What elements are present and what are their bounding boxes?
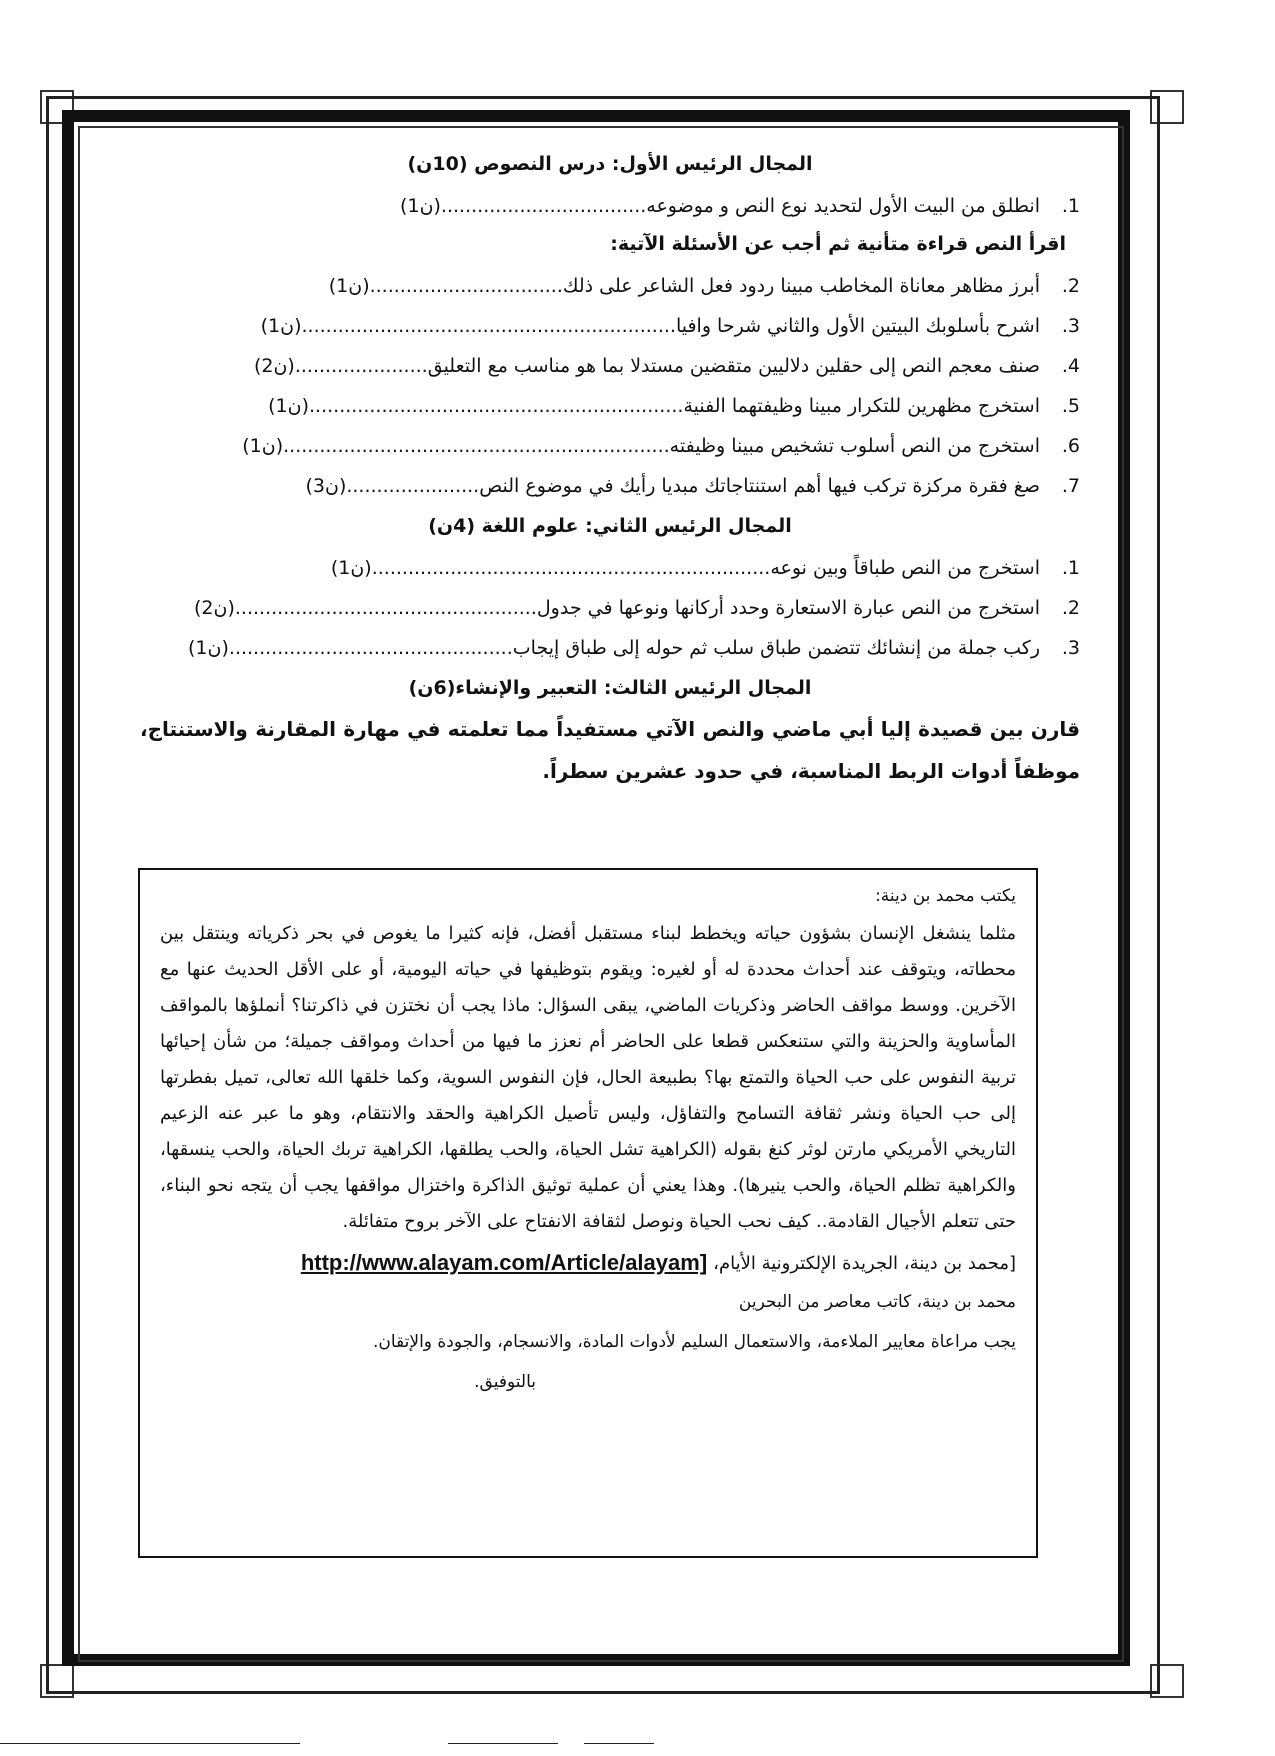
question-text: أبرز مظاهر معاناة المخاطب مبينا ردود فعل الشاعر على ذلك...............................(1ن). (328, 275, 1040, 297)
question-number: 5. (1061, 395, 1080, 417)
question-d2-1 (140, 554, 1080, 582)
domain2-heading: المجال الرئيس الثاني: علوم اللغة (4ن) (428, 515, 792, 537)
source-text-box (138, 868, 1038, 1558)
domain1-heading: المجال الرئيس الأول: درس النصوص (10ن) (407, 153, 813, 175)
question-text: صغ فقرة مركزة تركب فيها أهم استنتاجاتك مبديا رأيك في موضوع النص.....................(3ن). (305, 475, 1040, 497)
question-number: 3. (1061, 637, 1080, 659)
question-number: 2. (1061, 275, 1080, 297)
footer-rule-right (584, 1743, 654, 1744)
question-text: استخرج من النص أسلوب تشخيص مبينا وظيفته...............................................................(1ن). (242, 435, 1040, 457)
question-number: 1. (1061, 557, 1080, 579)
question-d2-3 (140, 634, 1080, 662)
question-text: استخرج مظهرين للتكرار مبينا وظيفتهما الفنية.............................................................(1ن). (268, 395, 1040, 417)
question-number: 3. (1061, 315, 1080, 337)
footer-rule-middle (448, 1743, 558, 1744)
footer-rule-left (0, 1743, 300, 1744)
question-d1-5 (140, 392, 1080, 420)
question-number: 2. (1061, 597, 1080, 619)
instruction: اقرأ النص قراءة متأنية ثم أجب عن الأسئلة الآتية: (610, 233, 1066, 255)
question-number: 4. (1061, 355, 1080, 377)
author-bio: محمد بن دينة، كاتب معاصر من البحرين (738, 1292, 1016, 1312)
question-d1-3 (140, 312, 1080, 340)
source-citation (160, 1250, 1016, 1276)
question-d1-2 (140, 272, 1080, 300)
question-text: انطلق من البيت الأول لتحديد نوع النص و موضوعه.................................(1ن). (400, 195, 1040, 217)
domain3-heading: المجال الرئيس الثالث: التعبير والإنشاء(6ن) (408, 677, 812, 699)
source-text: [محمد بن دينة، الجريدة الإلكترونية الأيام، (713, 1252, 1016, 1274)
writing-task: قارن بين قصيدة إليا أبي ماضي والنص الآتي مستفيداً مما تعلمته في مهارة المقارنة والاستنتاج، موظفاً أدوات الربط المناسبة، في حدود عشرين سطراً. (140, 717, 1080, 783)
question-d1-1 (140, 192, 1080, 220)
closing-greeting: بالتوفيق. (474, 1372, 536, 1392)
question-d1-7 (140, 472, 1080, 500)
question-d1-6 (140, 432, 1080, 460)
question-d2-2 (140, 594, 1080, 622)
question-text: صنف معجم النص إلى حقلين دلاليين متقضين مستدلا بما هو مناسب مع التعليق.....................(2ن). (253, 355, 1040, 377)
question-text: اشرح بأسلوبك البيتين الأول والثاني شرحا وافيا.............................................................(1ن). (260, 315, 1040, 337)
question-text: استخرج من النص عبارة الاستعارة وحدد أركانها ونوعها في جدول.................................................(2ن). (194, 597, 1040, 619)
question-d1-4 (140, 352, 1080, 380)
question-number: 1. (1061, 195, 1080, 217)
question-text: استخرج من النص طباقاً وبين نوعه.................................................................(1ن). (330, 557, 1040, 579)
grading-criteria: يجب مراعاة معايير الملاءمة، والاستعمال السليم لأدوات المادة، والانسجام، والجودة والإتقان. (372, 1332, 1016, 1352)
question-text: ركب جملة من إنشائك تتضمن طباق سلب ثم حوله إلى طباق إيجاب..............................................(1ن). (188, 637, 1040, 659)
source-url[interactable]: http://www.alayam.com/Article/alayam] (300, 1250, 708, 1275)
question-number: 6. (1061, 435, 1080, 457)
question-number: 7. (1061, 475, 1080, 497)
article-paragraph: مثلما ينشغل الإنسان بشؤون حياته ويخطط لبناء مستقبل أفضل، فإنه كثيرا ما يغوص في بحر ذكرياته وينتقل بين محطاته، ويتوقف عند أحداث محددة له أو لغيره: ويقوم بتوظيفها في حياته اليومية، أو على الأقل الحديث عنها مع الآخرين. ووسط مواقف الحاضر وذكريات الماضي، يبقى السؤال: ماذا يجب أن نختزن في ذاكرتنا؟ أنملؤها بالمواقف المأساوية والحزينة والتي ستنعكس قطعا على الحاضر أم نعزز ما فيها من أحداث ومواقف جميلة؛ من شأن إحيائها تربية النفوس على حب الحياة والتمتع بها؟ بطبيعة الحال، فإن النفوس السوية، وكما خلقها الله تعالى، تميل بفطرتها إلى حب الحياة ونشر ثقافة التسامح والتفاؤل، وليس تأصيل الكراهية والحقد والانتقام، وهو ما عبر عنه الزعيم التاريخي الأمريكي مارتن لوثر كنغ بقوله (الكراهية تشل الحياة، والحب يطلقها، الكراهية تربك الحياة، والحب ينسقها، والكراهية تظلم الحياة، والحب ينيرها). وهذا يعني أن عملية توثيق الذاكرة واختزال مواقفها يجب أن يتجه نحو البناء، حتى تتعلم الأجيال القادمة.. كيف نحب الحياة ونوصل لثقافة الانفتاح على الآخر بروح متفائلة. (160, 923, 1016, 1232)
author-intro: يكتب محمد بن دينة: (875, 886, 1016, 906)
